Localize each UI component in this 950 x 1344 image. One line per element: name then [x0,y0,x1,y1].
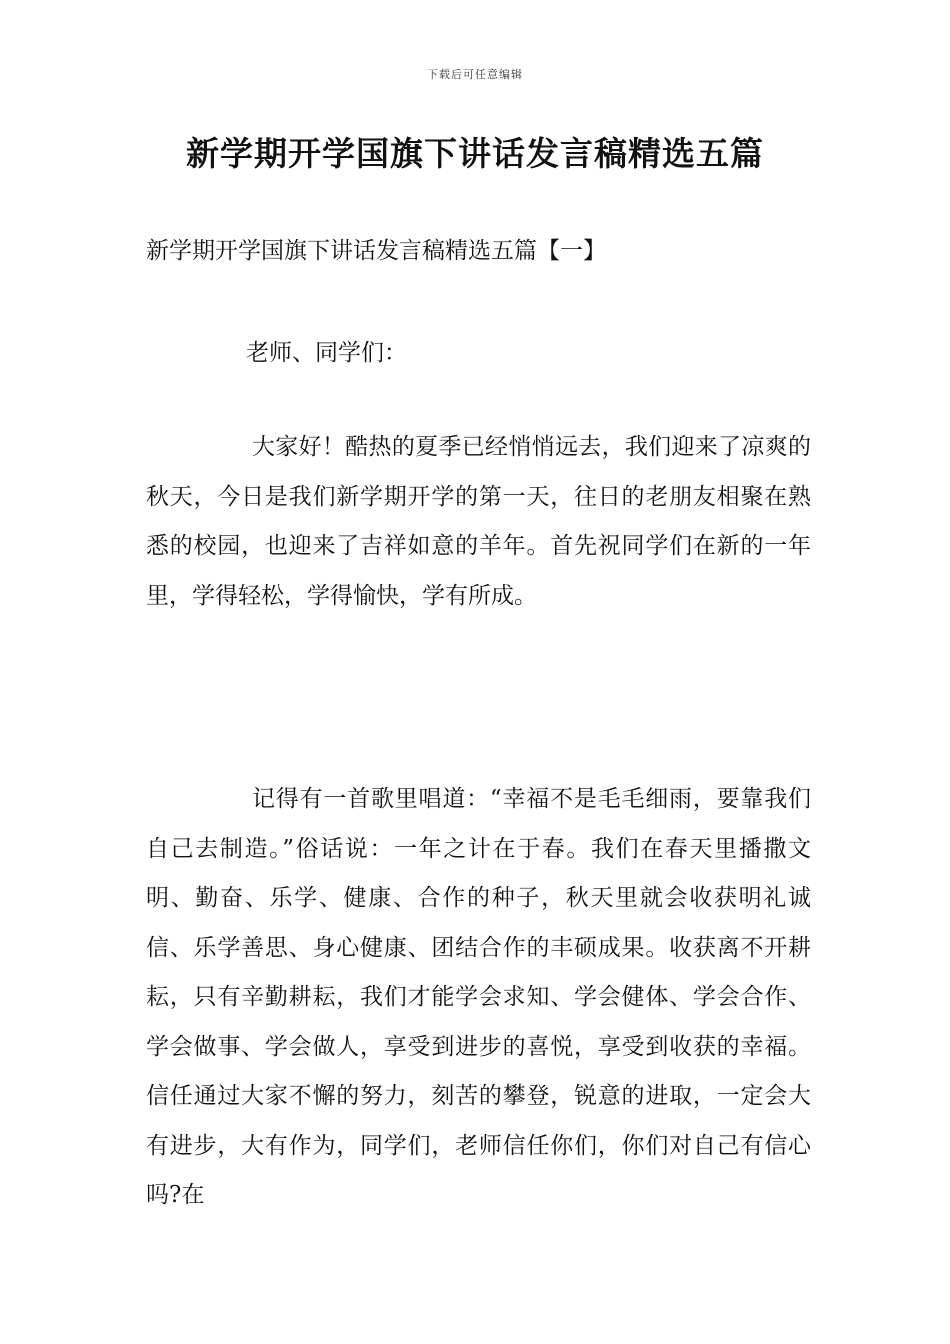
header-note: 下载后可任意编辑 [427,68,523,81]
page-title: 新学期开学国旗下讲话发言稿精选五篇 [186,134,764,173]
body-paragraph-1: 大家好！酷热的夏季已经悄悄远去，我们迎来了凉爽的秋天，今日是我们新学期开学的第一天，往日的老朋友相聚在熟悉的校园，也迎来了吉祥如意的羊年。首先祝同学们在新的一年里，学得轻松，学得愉快，学有所成。 [146,434,811,609]
section-heading: 新学期开学国旗下讲话发言稿精选五篇【一】 [146,238,606,264]
salutation: 老师、同学们： [246,340,407,366]
body-paragraph-2: 记得有一首歌里唱道：“幸福不是毛毛细雨，要靠我们自己去制造。”俗话说：一年之计在于春。我们在春天里播撒文明、勤奋、乐学、健康、合作的种子，秋天里就会收获明礼诚信、乐学善思、身心健康、团结合作的丰硕成果。收获离不开耕耘，只有辛勤耕耘，我们才能学会求知、学会健体、学会合作、学会做事、学会做人，享受到进步的喜悦，享受到收获的幸福。信任通过大家不懈的努力，刻苦的攀登，锐意的进取，一定会大有进步，大有作为，同学们，老师信任你们，你们对自己有信心吗?在 [146,786,811,1208]
